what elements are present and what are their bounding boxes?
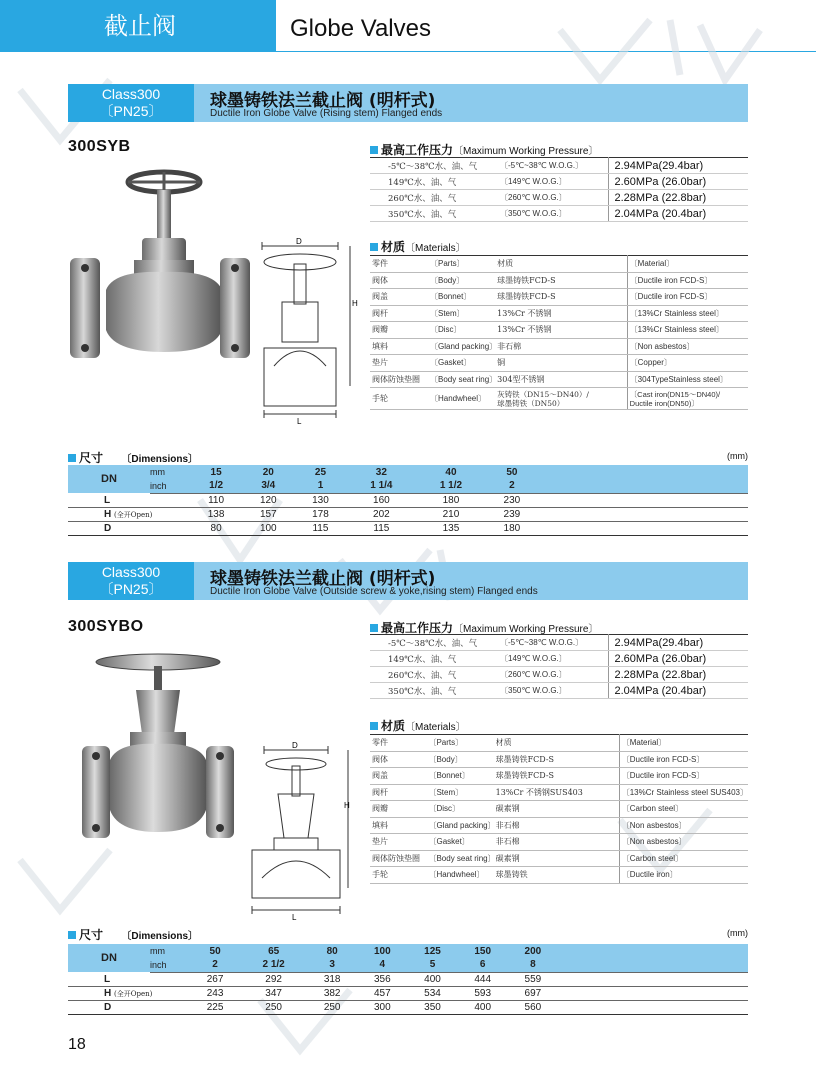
section1-dims-title: 尺寸 〔Dimensions〕 [68,449,198,466]
section2-dims-title: 尺寸 〔Dimensions〕 [68,926,198,943]
section1-dims-table [68,465,748,536]
material-row: 阀瓣 〔Disc〕 碳素钢 〔Carbon steel〕 [370,801,748,818]
section1-banner [68,84,748,122]
pressure-row: 260℃水、油、气 〔260℃ W.O.G.〕 2.28MPa (22.8bar) [370,667,748,683]
drawing2-h-label: H [344,801,350,810]
dims-mm-row: DN mm 50 65 80 100 125 150 200 [68,944,748,958]
header-title-cn: 截止阀 [0,0,276,52]
material-row: 阀体防蚀垫圈 〔Body seat ring〕 碳素钢 〔Carbon steel〕 [370,850,748,867]
section1-title-cn: 球墨铸铁法兰截止阀 (明杆式) [210,91,436,111]
section2-title-cn: 球墨铸铁法兰截止阀 (明杆式) [210,569,436,589]
dims-h-row: H (全开Open) 243 347 382 457 534 593 697 [68,986,748,1000]
dims-mm-row: DN mm 15 20 25 32 40 50 [68,465,748,479]
dims-l-row: L 110 120 130 160 180 230 [68,493,748,507]
section1-class: Class300 [101,86,161,102]
pressure-row: 350℃水、油、气 〔350℃ W.O.G.〕 2.04MPa (20.4bar) [370,683,748,699]
section2-materials-table [370,734,748,884]
section1-model: 300SYB [68,138,131,155]
section2-title-en: Ductile Iron Globe Valve (Outside screw & yoke,rising stem) Flanged ends [210,586,538,597]
drawing1-h-label: H [352,299,358,308]
valve-drawing-300syb [250,236,362,426]
material-row: 零件 〔Parts〕 材质 〔Material〕 [370,735,748,752]
material-row: 垫片 〔Gasket〕 铜 〔Copper〕 [370,355,748,372]
dims-d-row: D 225 250 250 300 350 400 560 [68,1000,748,1014]
section1-materials-table [370,255,748,410]
section2-pressure-title: 最高工作压力〔Maximum Working Pressure〕 [370,619,598,636]
section1-unit-mm: (mm) [727,451,748,461]
pressure-row: 149℃水、油、气 〔149℃ W.O.G.〕 2.60MPa (26.0bar) [370,651,748,667]
section2-pressure-table [370,634,748,699]
pressure-row: -5℃～38℃水、油、气 〔-5℃~38℃ W.O.G.〕 2.94MPa(29.4bar) [370,635,748,651]
section1-pn: 〔PN25〕 [99,103,163,119]
blue-square-icon [370,624,378,632]
dims-l-row: L 267 292 318 356 400 444 559 [68,972,748,986]
material-row: 手轮 〔Handwheel〕 球墨铸铁 〔Ductile iron〕 [370,867,748,884]
section2-materials-title: 材质〔Materials〕 [370,717,466,734]
drawing2-d-label: D [292,741,298,750]
blue-square-icon [370,146,378,154]
dims-h-row: H (全开Open) 138 157 178 202 210 239 [68,507,748,521]
material-row: 填料 〔Gland packing〕 非石棉 〔Non asbestos〕 [370,338,748,355]
blue-square-icon [370,243,378,251]
material-row: 阀体 〔Body〕 球墨铸铁FCD-S 〔Ductile iron FCD-S〕 [370,751,748,768]
material-row: 阀体 〔Body〕 球墨铸铁FCD-S 〔Ductile iron FCD-S〕 [370,272,748,289]
section1-pressure-title: 最高工作压力〔Maximum Working Pressure〕 [370,141,598,158]
section2-class: Class300 [101,564,161,580]
material-row: 零件 〔Parts〕 材质 〔Material〕 [370,256,748,273]
page-number: 18 [68,1036,86,1053]
valve-photo-300sybo [78,650,238,846]
blue-square-icon [370,722,378,730]
section2-model: 300SYBO [68,618,144,635]
section1-materials-title: 材质〔Materials〕 [370,238,466,255]
material-row: 垫片 〔Gasket〕 非石棉 〔Non asbestos〕 [370,834,748,851]
pressure-row: 260℃水、油、气 〔260℃ W.O.G.〕 2.28MPa (22.8bar) [370,190,748,206]
section2-unit-mm: (mm) [727,928,748,938]
material-row: 填料 〔Gland packing〕 非石棉 〔Non asbestos〕 [370,817,748,834]
pressure-row: -5℃～38℃水、油、气 〔-5℃~38℃ W.O.G.〕 2.94MPa(29.4bar) [370,158,748,174]
material-row: 手轮 〔Handwheel〕 灰铸铁（DN15～DN40）/ 球墨铸铁（DN50） 〔Cast iron(DN15～DN40)/ Ductile iron(DN50)〕 [370,388,748,410]
section1-class-box [68,84,194,122]
section2-banner [68,562,748,600]
pressure-row: 350℃水、油、气 〔350℃ W.O.G.〕 2.04MPa (20.4bar) [370,206,748,222]
material-row: 阀盖 〔Bonnet〕 球墨铸铁FCD-S 〔Ductile iron FCD-S〕 [370,289,748,306]
dims-inch-row: inch 1/2 3/4 1 1 1/4 1 1/2 2 [68,479,748,493]
header-rule [276,51,816,52]
material-row: 阀杆 〔Stem〕 13%Cr 不锈钢 〔13%Cr Stainless steel〕 [370,305,748,322]
blue-square-icon [68,931,76,939]
section2-class-box [68,562,194,600]
drawing2-l-label: L [292,913,297,922]
dims-d-row: D 80 100 115 115 135 180 [68,521,748,535]
drawing1-d-label: D [296,237,302,246]
material-row: 阀瓣 〔Disc〕 13%Cr 不锈钢 〔13%Cr Stainless steel〕 [370,322,748,339]
section2-pn: 〔PN25〕 [99,581,163,597]
section1-pressure-table [370,157,748,222]
material-row: 阀盖 〔Bonnet〕 球墨铸铁FCD-S 〔Ductile iron FCD-S〕 [370,768,748,785]
section2-dims-table [68,944,748,1015]
pressure-row: 149℃水、油、气 〔149℃ W.O.G.〕 2.60MPa (26.0bar) [370,174,748,190]
dims-inch-row: inch 2 2 1/2 3 4 5 6 8 [68,958,748,972]
header-title-en: Globe Valves [290,15,431,42]
valve-photo-300syb [64,160,254,370]
blue-square-icon [68,454,76,462]
section1-title-en: Ductile Iron Globe Valve (Rising stem) Flanged ends [210,108,443,119]
drawing1-l-label: L [297,417,302,426]
valve-drawing-300sybo [244,738,356,924]
material-row: 阀体防蚀垫圈 〔Body seat ring〕 304型不锈钢 〔304TypeStainless steel〕 [370,371,748,388]
material-row: 阀杆 〔Stem〕 13%Cr 不锈钢SUS403 〔13%Cr Stainless steel SUS403〕 [370,784,748,801]
